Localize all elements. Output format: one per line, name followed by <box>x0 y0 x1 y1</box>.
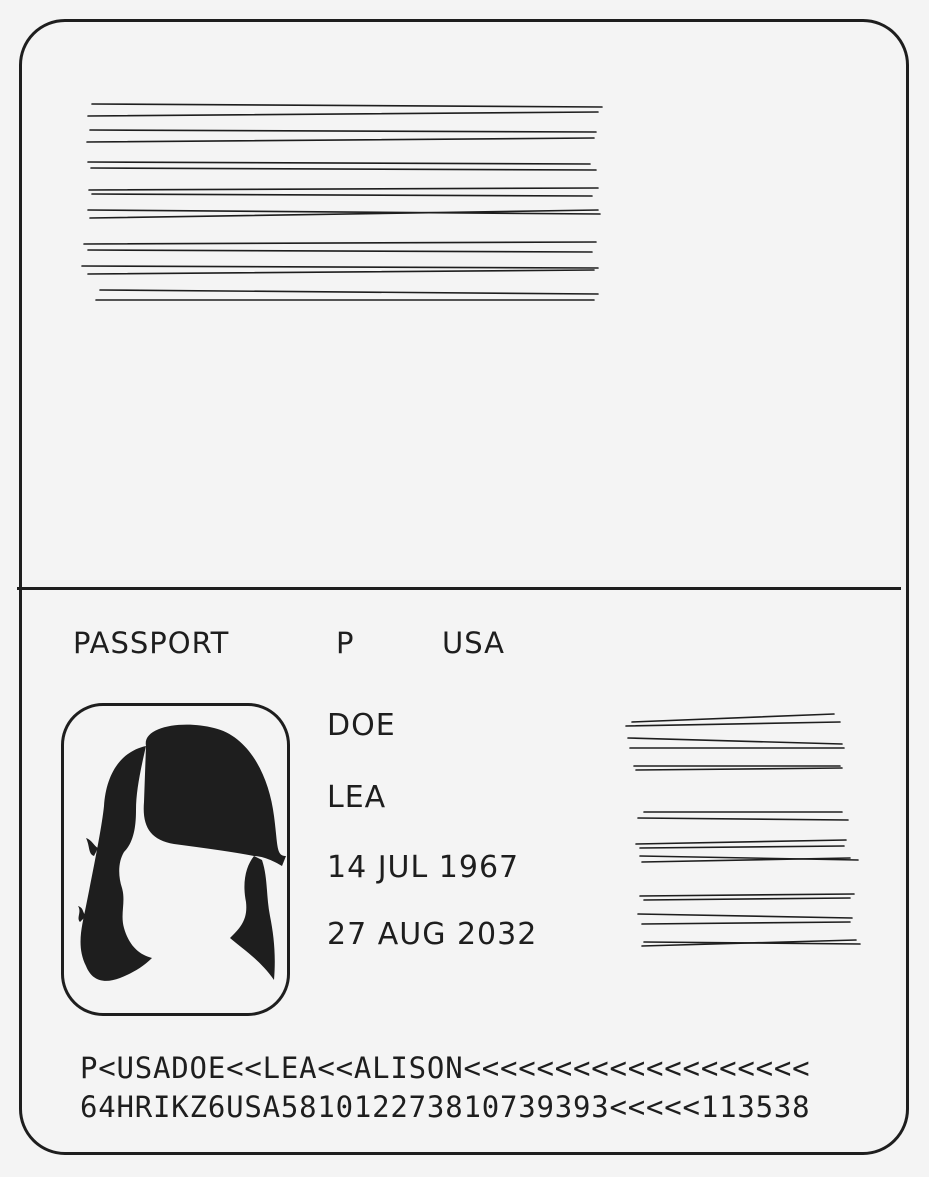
date-of-expiry: 27 AUG 2032 <box>327 917 538 952</box>
issuing-country: USA <box>442 626 506 660</box>
surname: DOE <box>327 708 396 743</box>
silhouette-icon <box>64 706 287 1013</box>
date-of-birth: 14 JUL 1967 <box>327 850 520 885</box>
redacted-text-block-right <box>620 708 870 953</box>
holder-photo <box>61 703 290 1016</box>
mrz-line-1: P<USADOE<<LEA<<ALISON<<<<<<<<<<<<<<<<<<< <box>80 1051 811 1085</box>
document-type-label: PASSPORT <box>73 626 230 660</box>
redacted-text-block-top <box>78 98 608 308</box>
page-divider <box>17 587 901 590</box>
given-name: LEA <box>327 780 387 815</box>
type-code: P <box>336 626 355 660</box>
mrz-line-2: 64HRIKZ6USA58101227381073939З<<<<<113538 <box>80 1090 811 1124</box>
